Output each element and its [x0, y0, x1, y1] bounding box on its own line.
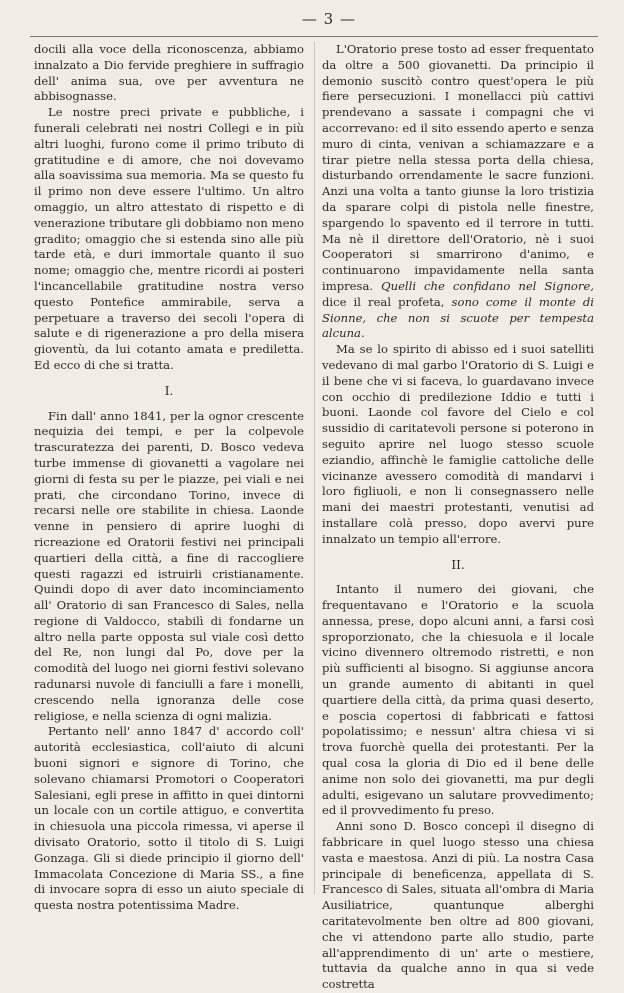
page-number: — 3 —: [301, 10, 356, 28]
paragraph: Intanto il numero dei giovani, che frequentavano e l'Oratorio e la scuola annessa, prese, dopo alcuni anni, a farsi così sproporzionato, che la chiesuola e il locale vicino divennero oltremodo ristretti, e non più sufficienti al bisogno. Si aggiunse ancora un grande aumento di abitanti in quel quartiere della città, da prima quasi deserto, e poscia copertosi di fabbricati e fattosi popolatissimo; e nessun' altra chiesa vi si trova fuorchè quella dei protestanti. Per la qual cosa la gloria di Dio ed il bene delle anime non solo dei giovanetti, ma pur degli adulti, esigevano un salutare provvedimento; ed il provvedimento fu preso.: [322, 582, 594, 818]
section-heading: II.: [451, 557, 465, 572]
column-divider: [314, 42, 315, 894]
section-heading: I.: [164, 383, 174, 398]
paragraph: Le nostre preci private e pubbliche, i funerali celebrati nei nostri Collegi e in più altri luoghi, furono come il primo tributo di gratitudine e di amore, che noi dovevamo alla soavissima sua memoria. Ma se questo fu il primo non deve essere l'ultimo. Un altro omaggio, un altro attestato di rispetto e di venerazione tributare gli dobbiamo non meno gradito; omaggio che si estenda sino alle più tarde età, e duri immortale quanto il suo nome; omaggio che, mentre ricordi ai posteri l'incancellabile gratitudine nostra verso questo Pontefice ammirabile, serva a perpetuare a traverso dei secoli l'opera di salute e di rigenerazione a pro della misera gioventù, da lui cotanto amata e prediletta. Ed ecco di che si tratta.: [34, 105, 304, 372]
paragraph: Pertanto nell' anno 1847 d' accordo coll' autorità ecclesiastica, coll'aiuto di alcuni buoni signori e signore di Torino, che solevano chiamarsi Promotori o Cooperatori Salesiani, egli prese in affitto in quei dintorni un locale con un cortile attiguo, e convertita in chiesuola una piccola rimessa, vi aperse il divisato Oratorio, sotto il titolo di S. Luigi Gonzaga. Gli si diede principio il giorno dell' Immacolata Concezione di Maria SS., a fine di invocare sopra di esso un aiuto speciale di questa nostra potentissima Madre.: [34, 724, 304, 913]
paragraph: Ma se lo spirito di abisso ed i suoi satelliti vedevano di mal garbo l'Oratorio di S. Luigi e il bene che vi si faceva, lo guardavano invece con occhio di predilezione Iddio e tutti i buoni. Laonde col favore del Cielo e col sussidio di caritatevoli persone si poterono in seguito aprire nel luogo stesso scuole eziandio, affinchè le famiglie cattoliche delle vicinanze avessero comodità di mandarvi i loro figliuoli, e non li consegnassero nelle mani dei maestri protestanti, venutisi ad installare colà presso, dopo avervi pure innalzato un tempio all'errore.: [322, 342, 594, 546]
paragraph: docili alla voce della riconoscenza, abbiamo innalzato a Dio fervide preghiere in suffragio dell' anima sua, ove per avventura ne abbisognasse.: [34, 42, 304, 104]
left-column: [34, 42, 304, 914]
paragraph-text: dice il real profeta,: [322, 294, 445, 309]
paragraph-text: L'Oratorio prese tosto ad esser frequentato da oltre a 500 giovanetti. Da principio il demonio suscitò contro quest'opera le più fiere persecuzioni. I monellacci più cattivi prendevano a sassate i compagni che vi accorrevano: ed il sito essendo aperto e senza muro di cinta, venivan a schiamazzare e a tirar pietre nella stessa porta della chiesa, disturbando orrendamente le sacre funzioni. Anzi una volta a tanto giunse la loro tristizia da sparare colpi di pistola nelle finestre, spargendo lo spavento ed il terrore in tutti. Ma nè il direttore dell'Oratorio, nè i suoi Cooperatori si smarrirono d'animo, e continuarono impavidamente nella santa impresa.: [322, 42, 594, 293]
page-header: [0, 8, 624, 34]
header-rule: [30, 36, 598, 37]
quote-text: Quelli che confidano nel Signore,: [381, 278, 594, 293]
paragraph: [322, 42, 594, 342]
right-column: [322, 42, 594, 993]
paragraph: Anni sono D. Bosco concepì il disegno di fabbricare in quel luogo stesso una chiesa vasta e maestosa. Anzi di più. La nostra Casa principale di beneficenza, appellata di S. Francesco di Sales, situata all'ombra di Maria Ausiliatrice, quantunque alberghi caritatevolmente ben oltre ad 800 giovani, che vi attendono parte allo studio, parte all'apprendimento di un' arte o mestiere, tuttavia da qualche anno in qua si vede costretta: [322, 819, 594, 992]
paragraph: Fin dall' anno 1841, per la ognor crescente nequizia dei tempi, e per la colpevole trascuratezza dei parenti, D. Bosco vedeva turbe immense di giovanetti a vagolare nei giorni di festa su per le piazze, pei viali e nei prati, che circondano Torino, invece di recarsi nelle ore stabilite in chiesa. Laonde venne in pensiero di aprire luoghi di ricreazione ed Oratorii festivi nei principali quartieri della città, a fine di raccogliere questi ragazzi ed istruirli cristianamente. Quindi dopo di aver dato incominciamento all' Oratorio di san Francesco di Sales, nella regione di Valdocco, stabilì di fondarne un altro nella parte opposta sul viale così detto del Re, non lungi dal Po, dove per la comodità del luogo nei giorni festivi solevano radunarsi nuvole di fanciulli a fare i monelli, crescendo nella ignoranza delle cose religiose, e nella scienza di ogni malizia.: [34, 408, 304, 723]
quote-text: sono come il monte di Sionne, che non si scuote per tempesta alcuna.: [322, 294, 594, 341]
